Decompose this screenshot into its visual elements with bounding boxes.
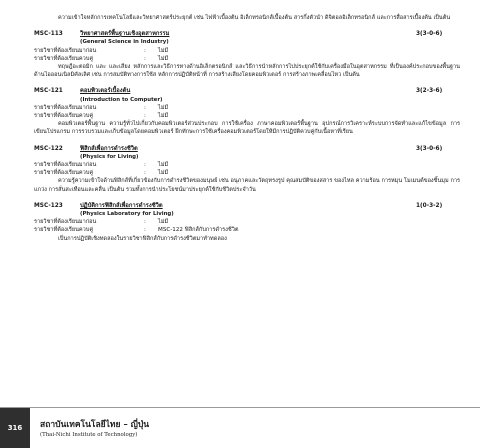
institute-name <box>40 417 149 438</box>
corequisite-label: รายวิชาที่ต้องเรียนควบคู่ <box>34 113 94 120</box>
corequisite-value: MSC-122 ฟิสิกส์กับการดำรงชีวิต <box>158 227 239 234</box>
prerequisite-value: ไม่มี <box>158 219 169 226</box>
course-description: เป็นการปฏิบัติเชิงทดลองในรายวิชาฟิสิกส์กับการดำรงชีวิตมาทำทดลอง <box>58 235 227 242</box>
colon: : <box>144 170 146 177</box>
course-code: MSC-122 <box>34 145 63 152</box>
corequisite-label: รายวิชาที่ต้องเรียนควบคู่ <box>34 55 94 62</box>
corequisite-row <box>34 112 460 120</box>
course-title-en: (Introduction to Computer) <box>80 96 163 103</box>
course-title-en: (General Science in Industry) <box>80 39 169 46</box>
prerequisite-value: ไม่มี <box>158 162 169 169</box>
institute-name-th: สถาบันเทคโนโลยีไทย – ญี่ปุ่น <box>40 420 150 430</box>
course-code: MSC-123 <box>34 202 63 209</box>
course-description: ความรู้ความเข้าใจด้านฟิสิกส์ที่เกี่ยวข้องกับการดำรงชีวิตของมนุษย์ เช่น อนุภาคและวัตถุทรงรูป คุณสมบัติของสสาร ของไหล ความร้อน การหมุน โมเมนต์ของชิ้นมุม การแกว่ง การสั่นสะเทือนและคลื่น เป็นต้น รวมทั้งการนำประโยชน์มาประยุกต์ใช้กับชีวิตประจำวัน <box>34 178 460 193</box>
prerequisite-value: ไม่มี <box>158 47 169 54</box>
page-footer <box>0 407 480 448</box>
course-header <box>34 202 460 210</box>
course-block <box>34 30 460 79</box>
colon: : <box>144 227 146 234</box>
prerequisite-row <box>34 161 460 169</box>
course-title: วิทยาศาสตร์พื้นฐานเชิงอุตสาหกรรม <box>80 31 170 38</box>
corequisite-value: ไม่มี <box>158 113 169 120</box>
page-number: 316 <box>0 408 30 448</box>
course-header <box>34 145 460 153</box>
colon: : <box>144 47 146 54</box>
intro-paragraph: ความเข้าใจหลักการเทคโนโลยีและวิทยาศาสตร์ประยุกต์ เช่น ไฟฟ้าเบื้องต้น อิเล็กทรอนิกส์เบื้องต้น สารกึ่งตัวนำ ดิจิตอลอิเล็กทรอนิกส์ และการสื่อสารเบื้องต้น เป็นต้น <box>58 15 451 21</box>
colon: : <box>144 219 146 226</box>
colon: : <box>144 55 146 62</box>
course-title: คอมพิวเตอร์เบื้องต้น <box>80 88 131 95</box>
course-block <box>34 145 460 194</box>
course-block <box>34 202 460 243</box>
course-description: ทฤษฎีอะตอมิก และ และเสียง หลักการและวิธีการทางด้านอิเล็กตรอนิกส์ และวิธีการนำหลักการไปประยุกต์ใช้กับเครื่องมือในอุตสาหกรรม ที่เป็นองค์ประกอบของพื้นฐานด้านไอออนเนิลมิคัลเลิศ เช่น การสมบัติทางการใช้ส หลักการปฏิบัติหน้าที่ การสร้างเสียงโดยคอมพิวเตอร์ การสร้างภาพเคลื่อนไหว เป็นต้น <box>34 64 460 79</box>
colon: : <box>144 113 146 120</box>
corequisite-value: ไม่มี <box>158 170 169 177</box>
course-code: MSC-113 <box>34 31 63 38</box>
course-credits: 3(3-0-6) <box>416 145 443 152</box>
prerequisite-row <box>34 47 460 55</box>
institute-name-en: (Thai-Nichi Institute of Technology) <box>40 432 138 438</box>
corequisite-row <box>34 169 460 177</box>
course-title-en: (Physics for Living) <box>80 153 139 160</box>
course-header <box>34 30 460 38</box>
prerequisite-value: ไม่มี <box>158 104 169 111</box>
prerequisite-label: รายวิชาที่ต้องเรียนมาก่อน <box>34 104 97 111</box>
course-block <box>34 87 460 136</box>
course-title: ปฏิบัติการฟิสิกส์เพื่อการดำรงชีวิต <box>80 202 163 209</box>
prerequisite-label: รายวิชาที่ต้องเรียนมาก่อน <box>34 47 97 54</box>
corequisite-row <box>34 226 460 234</box>
course-credits: 3(2-3-6) <box>416 88 443 95</box>
course-description: คอมพิวเตอร์พื้นฐาน ความรู้ทั่วไปเกี่ยวกับคอมพิวเตอร์ส่วนประกอบ การใช้เครื่อง ภาษาคอมพิวเตอร์พื้นฐาน อุปกรณ์การวิเคราะห์ระบบการจัดทำและแก้ไขข้อมูล การเขียนโปรแกรม การรวบรวมและเก็บข้อมูลโดยคอมพิวเตอร์ ฝึกทักษะการใช้เครื่องคอมพิวเตอร์โดยให้มีการปฏิบัติควบคู่กับเนื้อหาที่เรียน <box>34 121 460 136</box>
colon: : <box>144 104 146 111</box>
course-code: MSC-121 <box>34 88 63 95</box>
course-title: ฟิสิกส์เพื่อการดำรงชีวิต <box>80 145 138 152</box>
corequisite-row <box>34 55 460 63</box>
colon: : <box>144 162 146 169</box>
prerequisite-row <box>34 104 460 112</box>
course-credits: 1(0-3-2) <box>416 202 443 209</box>
corequisite-label: รายวิชาที่ต้องเรียนควบคู่ <box>34 227 94 234</box>
corequisite-label: รายวิชาที่ต้องเรียนควบคู่ <box>34 170 94 177</box>
prerequisite-row <box>34 218 460 226</box>
course-title-en: (Physics Laboratory for Living) <box>80 211 174 218</box>
course-credits: 3(3-0-6) <box>416 31 443 38</box>
prerequisite-label: รายวิชาที่ต้องเรียนมาก่อน <box>34 162 97 169</box>
course-header <box>34 87 460 95</box>
prerequisite-label: รายวิชาที่ต้องเรียนมาก่อน <box>34 219 97 226</box>
corequisite-value: ไม่มี <box>158 55 169 62</box>
